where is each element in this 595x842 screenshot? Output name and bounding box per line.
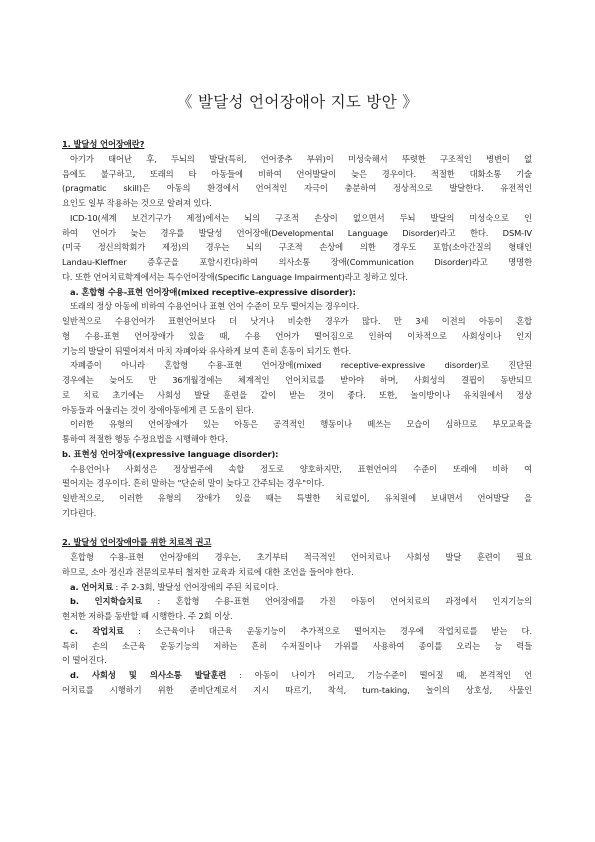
sub-a-line: 아동들과 어울리는 것이 장애아동에게 큰 도움이 된다. [62, 404, 254, 415]
treatment-item: a. 언어치료 : 주 2-3회, 발달성 언어장애의 주된 치료이다. [70, 581, 279, 592]
treatment-item: 이 떨어진다. [62, 655, 107, 666]
sub-b-line: 일반적으로, 이러한 유형의 장애가 있을 때는 특별한 치료없이, 유치원에 보내면서 언어발달 을 [62, 493, 532, 503]
section1-heading: 1. 발달성 언어장애란? [62, 139, 145, 149]
s1-p1-line: 요인도 일부 작용하는 것으로 알려져 있다. [62, 198, 212, 208]
sub-b-line: 수용언어나 사회성은 정상범주에 속할 정도로 양호하지만, 표현언어의 수준이 또래에 비하 여 [70, 463, 532, 474]
treatment-item: d. 사회성 및 의사소통 발달훈련 : 아동이 나이가 어리고, 기능수준이 떨어질 때, 본격적인 언 [70, 670, 532, 680]
document-body [62, 137, 532, 698]
treatment-item: b. 인지학습치료 : 혼합형 수용-표현 언어장애를 가진 아동이 언어치료의 과정에서 인지기능의 [70, 596, 532, 607]
sub-a-line: 이러한 유형의 언어장애가 있는 아동은 공격적인 행동이나 떼쓰는 모습이 심하므로 부모교육을 [70, 419, 532, 430]
s1-p1-line: (pragmatic skill)은 아동의 환경에서 언어적인 자극이 충분하여 정상적으로 발달한다. 유전적인 [62, 183, 532, 194]
s1-p2-line: Landau-Kleffner 증후군을 포함시킨다)하여 의사소통 장애(Communication Disorder)라고 명명한 [62, 257, 532, 267]
s1-p2-line: 하여 언어가 늦는 경우를 발달성 언어장애(Developmental Language Disorder)라고 한다. DSM-IV [62, 227, 532, 238]
sub-a-line: 일반적으로 수용언어가 표현언어보다 더 낫거나 비슷한 경우가 많다. 만 3세 이전의 아동이 혼합 [62, 316, 532, 326]
sub-b-line: 기다린다. [62, 507, 97, 518]
s2-intro-line: 하므로, 소아 정신과 전문의로부터 철저한 교육과 치료에 대한 조언을 들어야 한다. [62, 566, 354, 577]
s1-p2-line: (미국 정신의학회가 제정)의 경우는 뇌의 구조적 손상에 의한 경우도 포함(소아간질의 형태인 [62, 242, 532, 253]
sub-a-line: 또래의 정상 아동에 비하여 수용언어나 표현 언어 수준이 모두 떨어지는 경우이다. [70, 301, 360, 312]
subsection-b-heading: b. 표현성 언어장애(expressive language disorder): [62, 448, 279, 459]
treatment-item: 어치료를 시행하기 위한 준비단계로서 지시 따르기, 착석, turn-taking, 놀이의 상호성, 사물인 [62, 684, 532, 695]
section-spacer [62, 521, 532, 536]
sub-a-line: 로 치료 초기에는 사회성 발달 훈련을 같이 받는 것이 좋다. 또한, 놀이방이나 유치원에서 정상 [62, 389, 532, 400]
treatment-item: c. 작업치료 : 소근육이나 대근육 운동기능이 추가적으로 떨어지는 경우에 작업치료를 받는 다. [70, 625, 532, 636]
sub-a-line: 경우에는 늦어도 만 36개월경에는 체계적인 언어치료를 받아야 하며, 사회성의 결핍이 동반되므 [62, 375, 532, 385]
sub-a-line: 기능의 발달이 뒤떨어져서 마치 자폐아와 유사하게 보여 흔히 혼동이 되기도 한다. [62, 345, 352, 356]
document-title: 《 발달성 언어장애아 지도 방안 》 [176, 93, 418, 111]
s1-p2-line: 다. 또한 언어치료학계에서는 특수언어장애(Specific Language Impairment)라고 칭하고 있다. [62, 271, 408, 282]
treatment-item: 현저한 저하를 동반할 때 시행한다. 주 2회 이상. [62, 611, 233, 621]
s1-p2-line: ICD-10(세계 보건기구가 제정)에서는 뇌의 구조적 손상이 없으면서 두뇌 발달의 미성숙으로 인 [70, 212, 532, 223]
treatment-item: 특히 손의 소근육 운동기능의 저하는 흔히 수저질이나 가위를 사용하여 종이를 오리는 능 력들 [62, 640, 532, 651]
subsection-a-heading: a. 혼합형 수용-표현 언어장애(mixed receptive-expressive disorder): [70, 286, 356, 297]
sub-a-line: 통하여 적절한 행동 수정요법을 시행해야 한다. [62, 434, 228, 444]
sub-b-line: 떨어지는 경우이다. 흔히 말하는 "단순히 말이 늦다고 간주되는 경우"이다. [62, 478, 325, 489]
s1-p1-line: 아기가 태어난 후, 두뇌의 발달(특히, 언어중추 부위)이 미성숙해서 뚜렷한 구조적인 병변이 없 [70, 153, 532, 164]
section2-heading: 2. 발달성 언어장애아를 위한 치료적 권고 [62, 537, 212, 548]
sub-a-line: 형 수용-표현 언어장애가 있을 때, 수용 언어가 떨어짐으로 인하여 이차적으로 사회성이나 인지 [62, 330, 532, 341]
s2-intro-line: 혼합형 수용-표현 언어장애의 경우는, 초기부터 적극적인 언어치료나 사회성 발달 훈련이 필요 [70, 552, 532, 562]
s1-p1-line: 음에도 불구하고, 또래의 타 아동들에 비하여 언어발달이 늦은 경우이다. 적절한 대화소통 기술 [62, 168, 532, 179]
sub-a-line: 자폐증이 아니라 혼합형 수용-표현 언어장애(mixed receptive-expressive disorder)로 진단된 [70, 360, 532, 371]
